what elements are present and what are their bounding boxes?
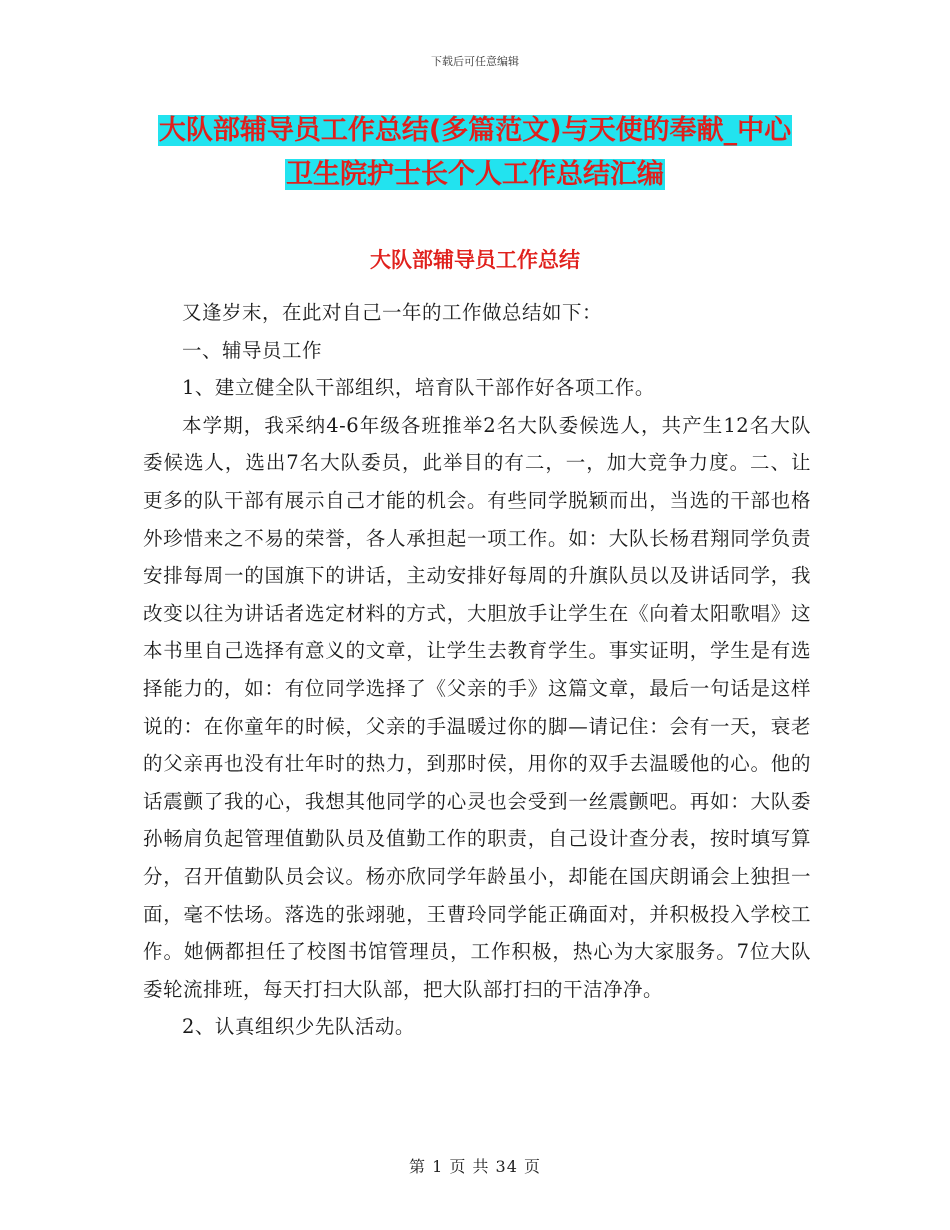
section-title: 大队部辅导员工作总结 xyxy=(370,248,580,272)
paragraph-main: 本学期，我采纳4-6年级各班推举2名大队委候选人，共产生12名大队委候选人，选出7名大队委员，此举目的有二，一，加大竞争力度。二、让更多的队干部有展示自己才能的机会。有些同学脱颖而出，当选的干部也格外珍惜来之不易的荣誉，各人承担起一项工作。如：大队长杨君翔同学负责安排每周一的国旗下的讲话，主动安排好每周的升旗队员以及讲话同学，我改变以往为讲话者选定材料的方式，大胆放手让学生在《向着太阳歌唱》这本书里自己选择有意义的文章，让学生去教育学生。事实证明，学生是有选择能力的，如：有位同学选择了《父亲的手》这篇文章，最后一句话是这样说的：在你童年的时候，父亲的手温暖过你的脚—请记住：会有一天，衰老的父亲再也没有壮年时的热力，到那时侯，用你的双手去温暖他的心。他的话震颤了我的心，我想其他同学的心灵也会受到一丝震颤吧。再如：大队委孙畅肩负起管理值勤队员及值勤工作的职责，自己设计查分表，按时填写算分，召开值勤队员会议。杨亦欣同学年龄虽小，却能在国庆朗诵会上独担一面，毫不怯场。落选的张翊驰，王曹玲同学能正确面对，并积极投入学校工作。她俩都担任了校图书馆管理员，工作积极，热心为大家服务。7位大队委轮流排班，每天打扫大队部，把大队部打扫的干洁净净。 xyxy=(143,413,811,1001)
paragraph-item-2: 2、认真组织少先队活动。 xyxy=(182,1015,415,1039)
document-title-line-1 xyxy=(0,111,950,151)
paragraph-item-1: 1、建立健全队干部组织，培育队干部作好各项工作。 xyxy=(182,376,655,400)
paragraph-intro: 又逢岁末，在此对自己一年的工作做总结如下： xyxy=(182,301,603,324)
document-title-line-2 xyxy=(0,155,950,195)
title-highlight-1: 大队部辅导员工作总结(多篇范文)与天使的奉献_中心 xyxy=(158,115,792,146)
page-footer: 第 1 页 共 34 页 xyxy=(409,1157,541,1176)
title-highlight-2: 卫生院护士长个人工作总结汇编 xyxy=(286,159,664,190)
header-note: 下载后可任意编辑 xyxy=(431,55,519,68)
document-body xyxy=(143,294,811,1046)
paragraph-heading-1: 一、辅导员工作 xyxy=(182,338,323,362)
